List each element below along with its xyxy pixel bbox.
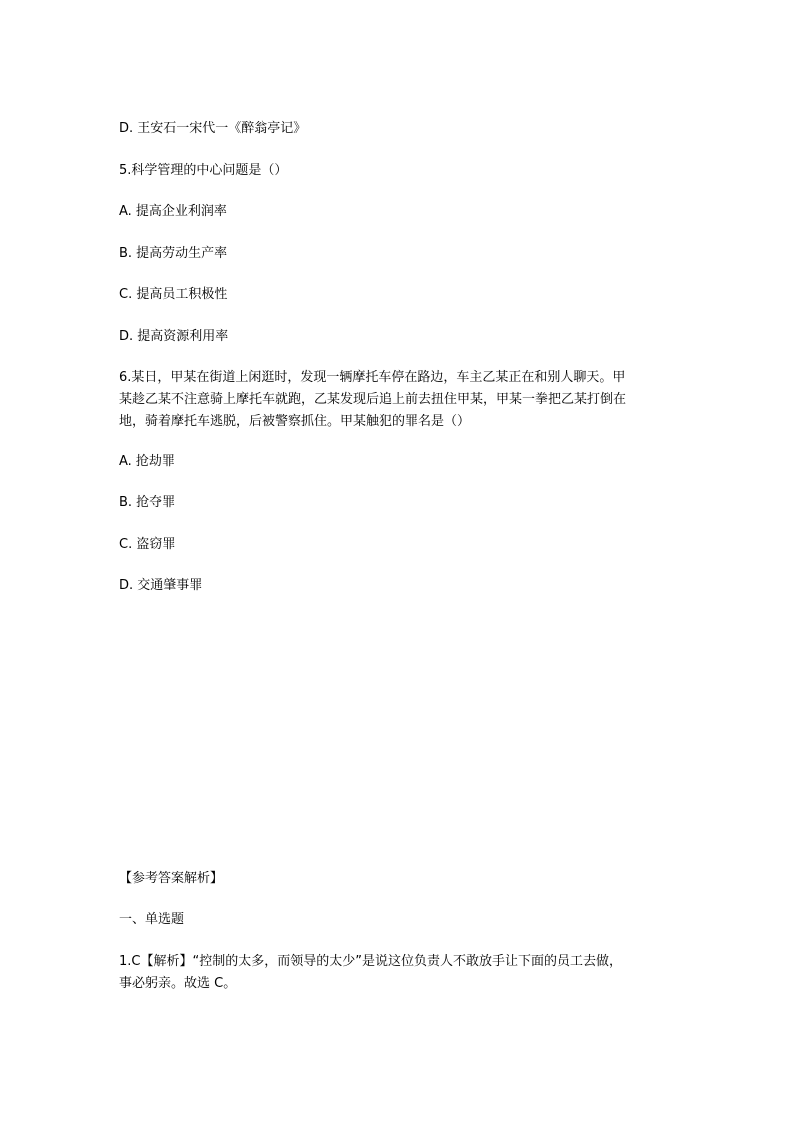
q4-option-d: D. 王安石一宋代一《醉翁亭记》 bbox=[119, 121, 307, 136]
answers-section-title: 一、单选题 bbox=[119, 912, 185, 927]
answer-item-1-line-1: 1.C【解析】“控制的太多，而领导的太少”是说这位负责人不敢放手让下面的员工去做， bbox=[119, 954, 622, 969]
q6-stem-line-3: 地，骑着摩托车逃脱，后被警察抓住。甲某触犯的罪名是（） bbox=[119, 414, 471, 429]
q5-option-c: C. 提高员工积极性 bbox=[119, 287, 228, 302]
q5-option-a: A. 提高企业利润率 bbox=[119, 204, 227, 219]
q6-option-c: C. 盗窃罪 bbox=[119, 537, 176, 552]
answer-item-1-line-2: 事必躬亲。故选 C。 bbox=[119, 976, 237, 991]
q6-option-b: B. 抢夺罪 bbox=[119, 495, 176, 510]
answer-item-1 bbox=[119, 951, 679, 995]
q5-stem: 5.科学管理的中心问题是（） bbox=[119, 163, 288, 178]
q6-option-d: D. 交通肇事罪 bbox=[119, 578, 203, 593]
q6-stem bbox=[119, 367, 679, 433]
q5-option-d: D. 提高资源利用率 bbox=[119, 329, 229, 344]
q6-stem-line-2: 某趁乙某不注意骑上摩托车就跑，乙某发现后追上前去扭住甲某，甲某一拳把乙某打倒在 bbox=[119, 392, 627, 407]
q6-option-a: A. 抢劫罪 bbox=[119, 454, 175, 469]
q6-stem-line-1: 6.某日，甲某在街道上闲逛时，发现一辆摩托车停在路边，车主乙某正在和别人聊天。甲 bbox=[119, 370, 626, 385]
answers-heading: 【参考答案解析】 bbox=[119, 871, 224, 886]
q5-option-b: B. 提高劳动生产率 bbox=[119, 246, 228, 261]
